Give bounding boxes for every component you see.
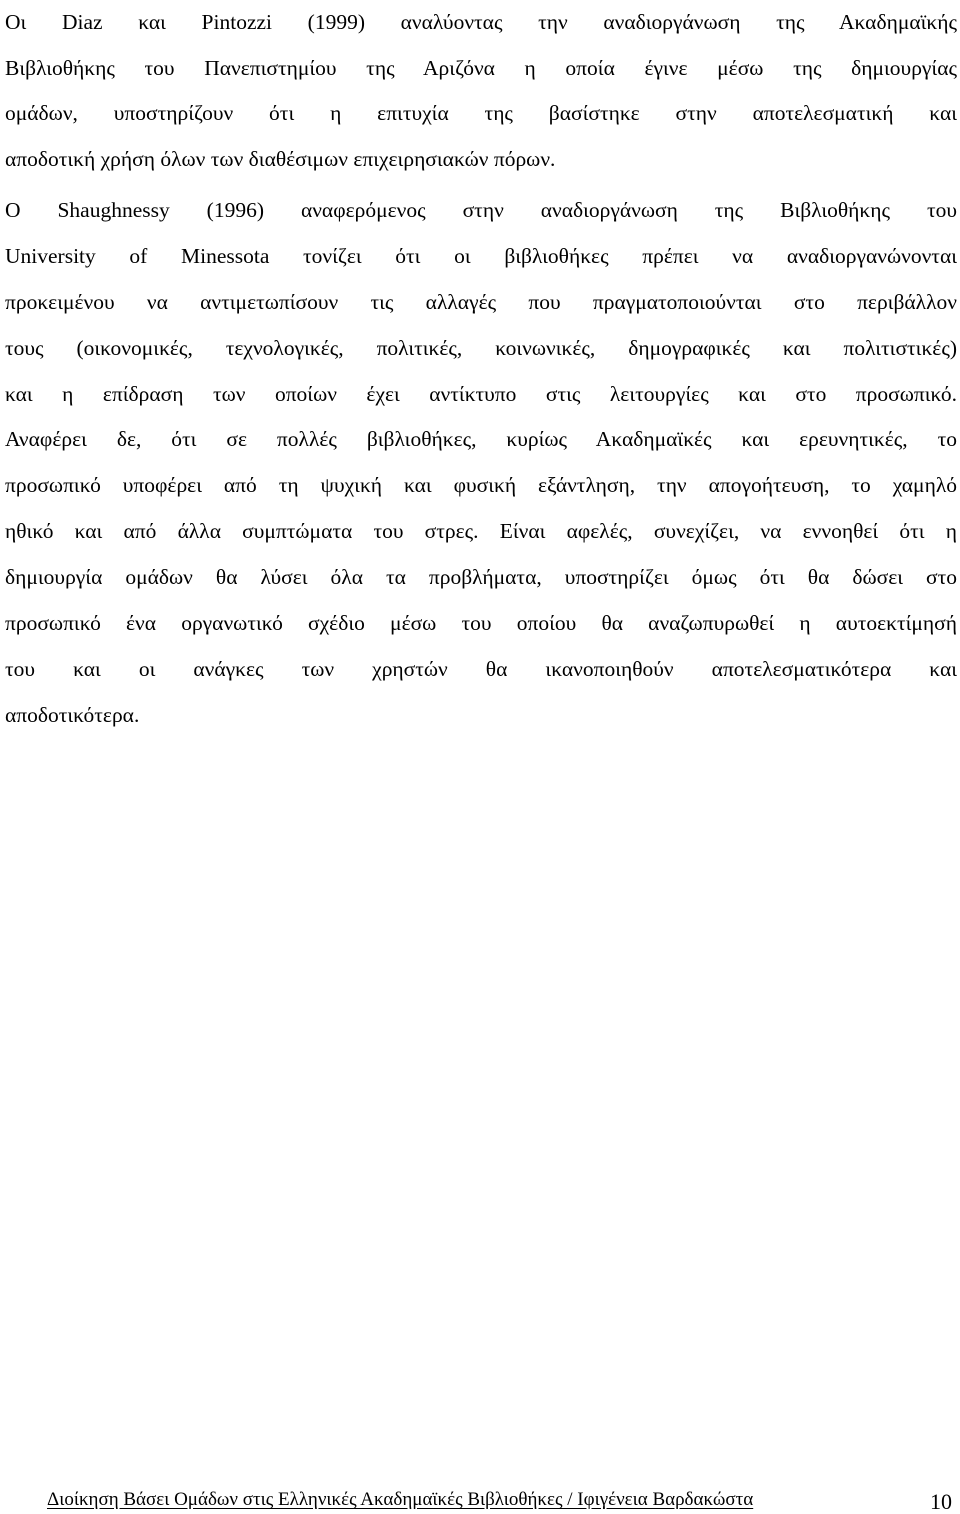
paragraph-line: ηθικό και από άλλα συμπτώματα του στρες. Είναι αφελές, συνεχίζει, να εννοηθεί ότι η (5, 519, 957, 544)
paragraph-line: προσωπικό υποφέρει από τη ψυχική και φυσική εξάντληση, την απογοήτευση, το χαμηλό (5, 473, 957, 498)
page-footer (0, 1488, 960, 1512)
paragraph-line: και η επίδραση των οποίων έχει αντίκτυπο στις λειτουργίες και στο προσωπικό. (5, 381, 957, 406)
paragraph-diaz-pintozzi (5, 0, 957, 182)
paragraph-line: αποδοτικότερα. (5, 702, 140, 727)
paragraph-line: προσωπικό ένα οργανωτικό σχέδιο μέσω του οποίου θα αναζωπυρωθεί η αυτοεκτίμησή (5, 611, 957, 636)
paragraph-line: Αναφέρει δε, ότι σε πολλές βιβλιοθήκες, κυρίως Ακαδημαϊκές και ερευνητικές, το (5, 427, 957, 452)
paragraph-line: University of Minessota τονίζει ότι οι βιβλιοθήκες πρέπει να αναδιοργανώνονται (5, 243, 957, 268)
paragraph-line: του και οι ανάγκες των χρηστών θα ικανοποιηθούν αποτελεσματικότερα και (5, 656, 957, 681)
paragraph-line: προκειμένου να αντιμετωπίσουν τις αλλαγές που πραγματοποιούνται στο περιβάλλον (5, 289, 957, 314)
paragraph-line: Ο Shaughnessy (1996) αναφερόμενος στην αναδιοργάνωση της Βιβλιοθήκης του (5, 198, 957, 222)
paragraph-line: τους (οικονομικές, τεχνολογικές, πολιτικές, κοινωνικές, δημογραφικές και πολιτιστικές) (5, 335, 957, 360)
page-number: 10 (930, 1489, 952, 1514)
footer-title: Διοίκηση Βάσει Ομάδων στις Ελληνικές Ακαδημαϊκές Βιβλιοθήκες / Ιφιγένεια Βαρδακώστα (47, 1489, 754, 1510)
paragraph-line: Οι Diaz και Pintozzi (1999) αναλύοντας την αναδιοργάνωση της Ακαδημαϊκής (5, 10, 957, 34)
paragraph-shaughnessy (5, 188, 957, 739)
paragraph-line: ομάδων, υποστηρίζουν ότι η επιτυχία της βασίστηκε στην αποτελεσματική και (5, 101, 957, 125)
paragraph-line: αποδοτική χρήση όλων των διαθέσιμων επιχειρησιακών πόρων. (5, 146, 556, 171)
paragraph-line: Βιβλιοθήκης του Πανεπιστημίου της Αριζόνα η οποία έγινε μέσω της δημιουργίας (5, 55, 957, 80)
paragraph-line: δημιουργία ομάδων θα λύσει όλα τα προβλήματα, υποστηρίζει όμως ότι θα δώσει στο (5, 565, 957, 590)
